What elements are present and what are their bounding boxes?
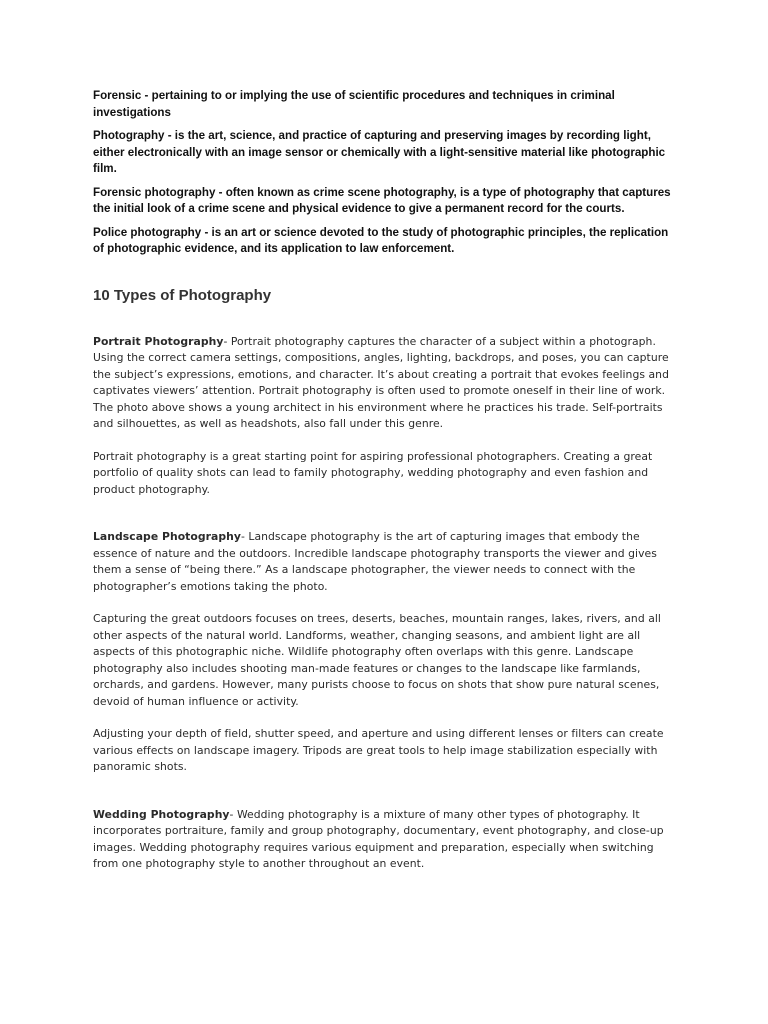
portrait-text-1: - Portrait photography captures the character of a subject within a photograph. Using the correct camera settings, compositions, angles, lighting, backdrops, and poses, you can capture the subject’s expressions, emotions, and character. It’s about creating a portrait that evokes feelings and captivates viewers’ attention. Portrait photography is often used to promote oneself in their line of work. The photo above shows a young architect in his environment where he practices his trade. Self-portraits and silhouettes, as well as headshots, also fall under this genre.: [93, 334, 669, 430]
definition-term: Forensic: [93, 89, 142, 102]
wedding-text-1: - Wedding photography is a mixture of many other types of photography. It incorporates portraiture, family and group photography, documentary, event photography, and close-up images. Wedding photography requires various equipment and preparation, especially when switching from one photography style to another throughout an event.: [93, 807, 664, 870]
definition-police-photography: [93, 225, 675, 258]
wedding-paragraph-1: [93, 807, 675, 873]
portrait-lead: Portrait Photography: [93, 334, 224, 348]
definition-text: - is an art or science devoted to the study of photographic principles, the replication of photographic evidence, and its application to law enforcement.: [93, 225, 669, 255]
definition-term: Forensic photography: [93, 185, 216, 199]
definition-text: - pertaining to or implying the use of scientific procedures and techniques in criminal investigations: [93, 89, 615, 119]
document-page: [93, 88, 675, 873]
wedding-lead: Wedding Photography: [93, 807, 230, 821]
definition-term: Police photography: [93, 225, 202, 239]
definition-photography: [93, 128, 675, 178]
portrait-paragraph-1: [93, 334, 675, 433]
section-heading: 10 Types of Photography: [93, 286, 272, 304]
landscape-paragraph-3: Adjusting your depth of field, shutter speed, and aperture and using different lenses or filters can create various effects on landscape imagery. Tripods are great tools to help image stabilization especially with panoramic shots.: [93, 727, 664, 773]
definition-forensic: [93, 88, 675, 121]
portrait-paragraph-2: Portrait photography is a great starting point for aspiring professional photographers. Creating a great portfolio of quality shots can lead to family photography, wedding photography and even fashion and product photography.: [93, 449, 653, 496]
definition-text: - often known as crime scene photography, is a type of photography that captures the initial look of a crime scene and physical evidence to give a permanent record for the courts.: [93, 185, 671, 215]
definition-forensic-photography: [93, 185, 675, 218]
landscape-paragraph-1: [93, 529, 675, 595]
definition-text: - is the art, science, and practice of capturing and preserving images by recording light, either electronically with an image sensor or chemically with a light-sensitive material like photographic film.: [93, 129, 666, 175]
definition-term: Photography: [93, 129, 165, 142]
landscape-lead: Landscape Photography: [93, 530, 241, 543]
landscape-paragraph-2: Capturing the great outdoors focuses on trees, deserts, beaches, mountain ranges, lakes, rivers, and all other aspects of the natural world. Landforms, weather, changing seasons, and ambient light are all aspects of this photographic niche. Wildlife photography often overlaps with this genre. Landscape photography also includes shooting man-made features or changes to the landscape like farmlands, orchards, and gardens. However, many purists choose to focus on shots that show pure natural scenes, devoid of human influence or activity.: [93, 612, 661, 708]
landscape-text-1: - Landscape photography is the art of capturing images that embody the essence of nature and the outdoors. Incredible landscape photography transports the viewer and gives them a sense of “being there.” As a landscape photographer, the viewer needs to connect with the photographer’s emotions taking the photo.: [93, 530, 657, 593]
